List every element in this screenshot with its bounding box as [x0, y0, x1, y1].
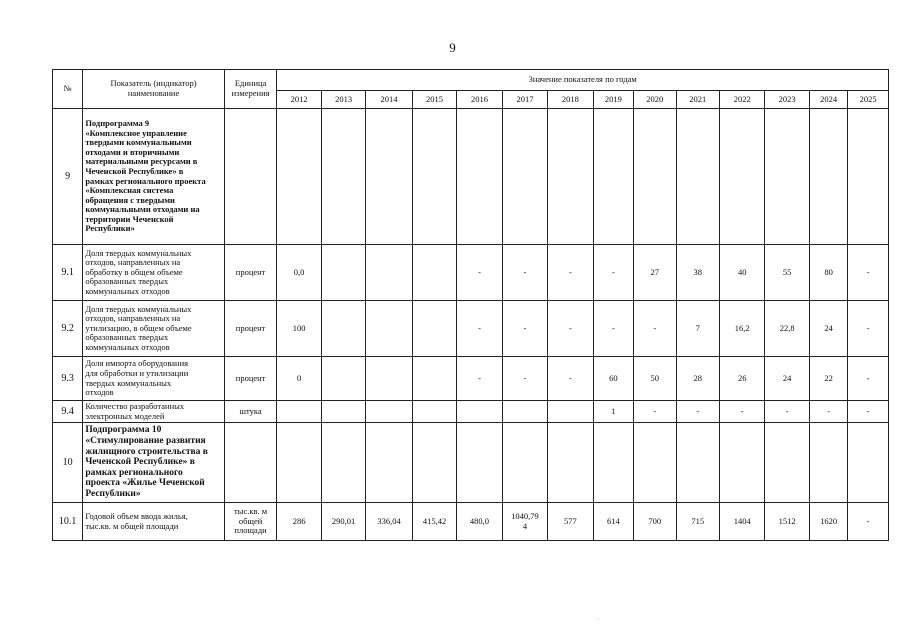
value-cell — [502, 401, 547, 423]
indicator-name-text: Доля твердых коммунальных отходов, направленных на утилизацию, в общем объеме образованных твердых коммунальных отходов — [85, 303, 192, 352]
value-cell — [277, 401, 321, 423]
value-text: 1404 — [733, 515, 751, 526]
page-number: 9 — [449, 40, 456, 55]
value-cell — [548, 401, 593, 423]
value-cell — [719, 109, 764, 245]
value-text: - — [866, 405, 870, 416]
value-text: 55 — [782, 266, 792, 277]
year-header: 2015 — [412, 91, 456, 109]
value-text: 286 — [292, 515, 306, 526]
value-cell — [366, 245, 412, 301]
table-body — [53, 109, 889, 541]
value-cell — [809, 423, 847, 503]
value-cell — [457, 423, 502, 503]
value-cell — [634, 109, 676, 245]
indicator-name-text: Доля твердых коммунальных отходов, направленных на обработку в общем объеме образованных твердых коммунальных отходов — [85, 247, 192, 296]
value-cell — [719, 503, 764, 541]
value-cell — [809, 357, 847, 401]
value-text: - — [740, 405, 744, 416]
value-cell — [765, 423, 809, 503]
unit-cell — [224, 245, 277, 301]
value-cell — [457, 301, 502, 357]
unit-text: процент — [235, 266, 266, 277]
value-cell — [765, 401, 809, 423]
value-cell — [366, 503, 412, 541]
value-cell — [502, 503, 547, 541]
year-header: 2017 — [502, 91, 547, 109]
value-text: - — [653, 322, 657, 333]
value-cell — [765, 503, 809, 541]
value-text: 480,0 — [469, 515, 490, 526]
value-text: - — [478, 266, 481, 277]
unit-text: тыс.кв. м общей площади — [234, 506, 268, 536]
unit-cell — [224, 109, 277, 245]
value-cell — [809, 401, 847, 423]
value-text: 1620 — [820, 515, 838, 526]
value-cell — [634, 401, 676, 423]
value-text: - — [569, 266, 572, 277]
value-cell — [548, 423, 593, 503]
value-cell — [366, 357, 412, 401]
value-cell — [502, 357, 547, 401]
value-text: 40 — [737, 266, 747, 277]
value-cell — [593, 245, 633, 301]
value-cell — [412, 423, 456, 503]
value-text: 100 — [292, 322, 306, 333]
value-cell — [412, 401, 456, 423]
value-text: - — [523, 322, 527, 333]
value-cell — [765, 301, 809, 357]
value-text: - — [611, 322, 615, 333]
indicator-name-text: Количество разработанных электронных моделей — [85, 401, 185, 421]
indicator-name — [83, 503, 225, 541]
table-row — [53, 245, 889, 301]
year-header: 2025 — [848, 91, 889, 109]
value-cell — [412, 357, 456, 401]
value-cell — [593, 401, 633, 423]
value-text: 715 — [691, 515, 705, 526]
value-cell — [321, 357, 365, 401]
row-number: 9.3 — [53, 357, 83, 401]
value-cell — [809, 245, 847, 301]
value-text: - — [523, 372, 527, 383]
value-cell — [634, 357, 676, 401]
value-cell — [848, 301, 889, 357]
value-text: 614 — [606, 515, 620, 526]
indicator-name — [83, 357, 225, 401]
value-cell — [676, 423, 719, 503]
value-cell — [277, 503, 321, 541]
row-number: 10 — [53, 423, 83, 503]
value-cell — [809, 109, 847, 245]
table-row — [53, 109, 889, 245]
value-cell — [634, 245, 676, 301]
year-header: 2013 — [321, 91, 365, 109]
year-header: 2016 — [457, 91, 502, 109]
value-cell — [848, 423, 889, 503]
value-text: 22 — [824, 372, 833, 383]
value-text: 415,42 — [422, 515, 447, 526]
table-row — [53, 357, 889, 401]
table-row — [53, 401, 889, 423]
value-cell — [548, 109, 593, 245]
value-cell — [277, 245, 321, 301]
col-header-values-by-year: Значение показателя по годам — [277, 70, 889, 91]
value-cell — [366, 301, 412, 357]
col-header-indicator: Показатель (индикатор) наименование — [83, 70, 225, 109]
indicator-name-text: Годовой объем ввода жилья, тыс.кв. м общей площади — [85, 511, 188, 531]
value-cell — [277, 423, 321, 503]
value-cell — [676, 301, 719, 357]
value-cell — [634, 423, 676, 503]
unit-text: штука — [239, 405, 262, 416]
value-cell — [457, 503, 502, 541]
value-cell — [277, 109, 321, 245]
value-text: 80 — [824, 266, 833, 277]
value-text: 26 — [737, 372, 747, 383]
value-cell — [848, 109, 889, 245]
table-row — [53, 301, 889, 357]
value-cell — [676, 245, 719, 301]
year-header: 2021 — [676, 91, 719, 109]
value-cell — [809, 503, 847, 541]
value-text: - — [866, 372, 870, 383]
value-text: 60 — [609, 372, 618, 383]
value-cell — [593, 109, 633, 245]
value-cell — [321, 109, 365, 245]
row-number: 9.4 — [53, 401, 83, 423]
value-cell — [593, 301, 633, 357]
value-text: 0 — [296, 372, 302, 383]
value-text: 336,04 — [377, 515, 401, 526]
value-cell — [277, 357, 321, 401]
value-cell — [457, 109, 502, 245]
value-cell — [366, 423, 412, 503]
value-cell — [321, 423, 365, 503]
value-text: - — [696, 405, 700, 416]
value-text: 22,8 — [779, 322, 795, 333]
unit-text: процент — [235, 322, 266, 333]
value-text: 700 — [648, 515, 662, 526]
col-header-unit: Единица измерения — [224, 70, 277, 109]
value-cell — [412, 503, 456, 541]
indicator-name-text: Доля импорта оборудования для обработки и утилизации твердых коммунальных отходов — [85, 358, 189, 398]
stray-mark: · — [597, 617, 599, 623]
unit-text: процент — [235, 372, 266, 383]
value-text: 0,0 — [293, 266, 305, 277]
value-cell — [412, 301, 456, 357]
value-text: - — [478, 372, 481, 383]
value-cell — [848, 357, 889, 401]
value-text: - — [523, 266, 527, 277]
value-text: 50 — [650, 372, 660, 383]
value-text: - — [866, 322, 870, 333]
value-cell — [848, 401, 889, 423]
value-cell — [366, 401, 412, 423]
value-cell — [593, 357, 633, 401]
value-cell — [457, 245, 502, 301]
year-header: 2023 — [765, 91, 809, 109]
indicator-name — [83, 109, 225, 245]
value-cell — [502, 423, 547, 503]
value-text: 577 — [564, 515, 577, 526]
table-row — [53, 503, 889, 541]
year-header: 2019 — [593, 91, 633, 109]
unit-cell — [224, 301, 277, 357]
value-cell — [676, 503, 719, 541]
value-text: - — [653, 405, 657, 416]
value-text: - — [611, 266, 615, 277]
value-text: 24 — [824, 322, 833, 333]
value-cell — [366, 109, 412, 245]
value-text: 16,2 — [734, 322, 750, 333]
row-number: 9 — [53, 109, 83, 245]
indicator-name-text: Подпрограмма 10 «Стимулирование развития жилищного строительства в Чеченской Республике» в рамках регионального проекта «Жилье Чеченской Республики» — [85, 425, 208, 500]
value-text: 1040,79 4 — [511, 511, 539, 531]
value-text: 7 — [695, 322, 700, 333]
value-cell — [548, 503, 593, 541]
value-cell — [676, 109, 719, 245]
value-cell — [548, 357, 593, 401]
value-cell — [848, 245, 889, 301]
value-text: - — [478, 322, 481, 333]
value-cell — [548, 245, 593, 301]
value-cell — [457, 401, 502, 423]
value-cell — [321, 245, 365, 301]
value-cell — [457, 357, 502, 401]
indicators-table — [52, 69, 889, 541]
value-cell — [676, 357, 719, 401]
unit-cell — [224, 423, 277, 503]
value-cell — [676, 401, 719, 423]
value-cell — [719, 357, 764, 401]
value-text: 27 — [650, 266, 660, 277]
value-cell — [502, 245, 547, 301]
year-header: 2022 — [719, 91, 764, 109]
value-cell — [593, 503, 633, 541]
value-text: - — [785, 405, 789, 416]
value-text: 1 — [611, 405, 616, 416]
value-cell — [848, 503, 889, 541]
value-text: 28 — [693, 372, 702, 383]
value-cell — [277, 301, 321, 357]
value-cell — [765, 357, 809, 401]
value-text: 1512 — [778, 515, 796, 526]
value-cell — [412, 245, 456, 301]
row-number: 9.1 — [53, 245, 83, 301]
value-cell — [593, 423, 633, 503]
value-cell — [502, 109, 547, 245]
value-cell — [719, 423, 764, 503]
unit-cell — [224, 357, 277, 401]
value-cell — [765, 245, 809, 301]
value-text: - — [866, 515, 870, 526]
indicator-name — [83, 401, 225, 423]
year-header: 2020 — [634, 91, 676, 109]
header-row — [53, 70, 889, 91]
value-text: - — [569, 372, 572, 383]
year-header: 2024 — [809, 91, 847, 109]
year-header: 2018 — [548, 91, 593, 109]
value-text: 24 — [782, 372, 792, 383]
value-cell — [719, 245, 764, 301]
unit-cell — [224, 401, 277, 423]
value-cell — [412, 109, 456, 245]
row-number: 9.2 — [53, 301, 83, 357]
indicator-name-text: Подпрограмма 9 «Комплексное управление твердыми коммунальными отходами и вторичными материальными ресурсами в Чеченской Республике» в рамках регионального проекта «Комплексная система обращения с твердыми коммунальными отходами на территории Чеченской Республики» — [85, 118, 206, 234]
col-header-num: № — [53, 70, 83, 109]
value-text: - — [866, 266, 870, 277]
indicator-name — [83, 423, 225, 503]
table-row — [53, 423, 889, 503]
row-number: 10.1 — [53, 503, 83, 541]
value-cell — [321, 401, 365, 423]
value-cell — [634, 301, 676, 357]
value-cell — [321, 503, 365, 541]
indicator-name — [83, 245, 225, 301]
value-cell — [321, 301, 365, 357]
value-cell — [634, 503, 676, 541]
value-cell — [719, 301, 764, 357]
unit-cell — [224, 503, 277, 541]
value-text: 290,01 — [331, 515, 356, 526]
year-header: 2014 — [366, 91, 412, 109]
year-header: 2012 — [277, 91, 321, 109]
indicator-name — [83, 301, 225, 357]
value-text: - — [827, 405, 831, 416]
value-cell — [719, 401, 764, 423]
value-cell — [809, 301, 847, 357]
value-cell — [548, 301, 593, 357]
value-text: 38 — [693, 266, 702, 277]
value-cell — [765, 109, 809, 245]
value-cell — [502, 301, 547, 357]
value-text: - — [569, 322, 572, 333]
